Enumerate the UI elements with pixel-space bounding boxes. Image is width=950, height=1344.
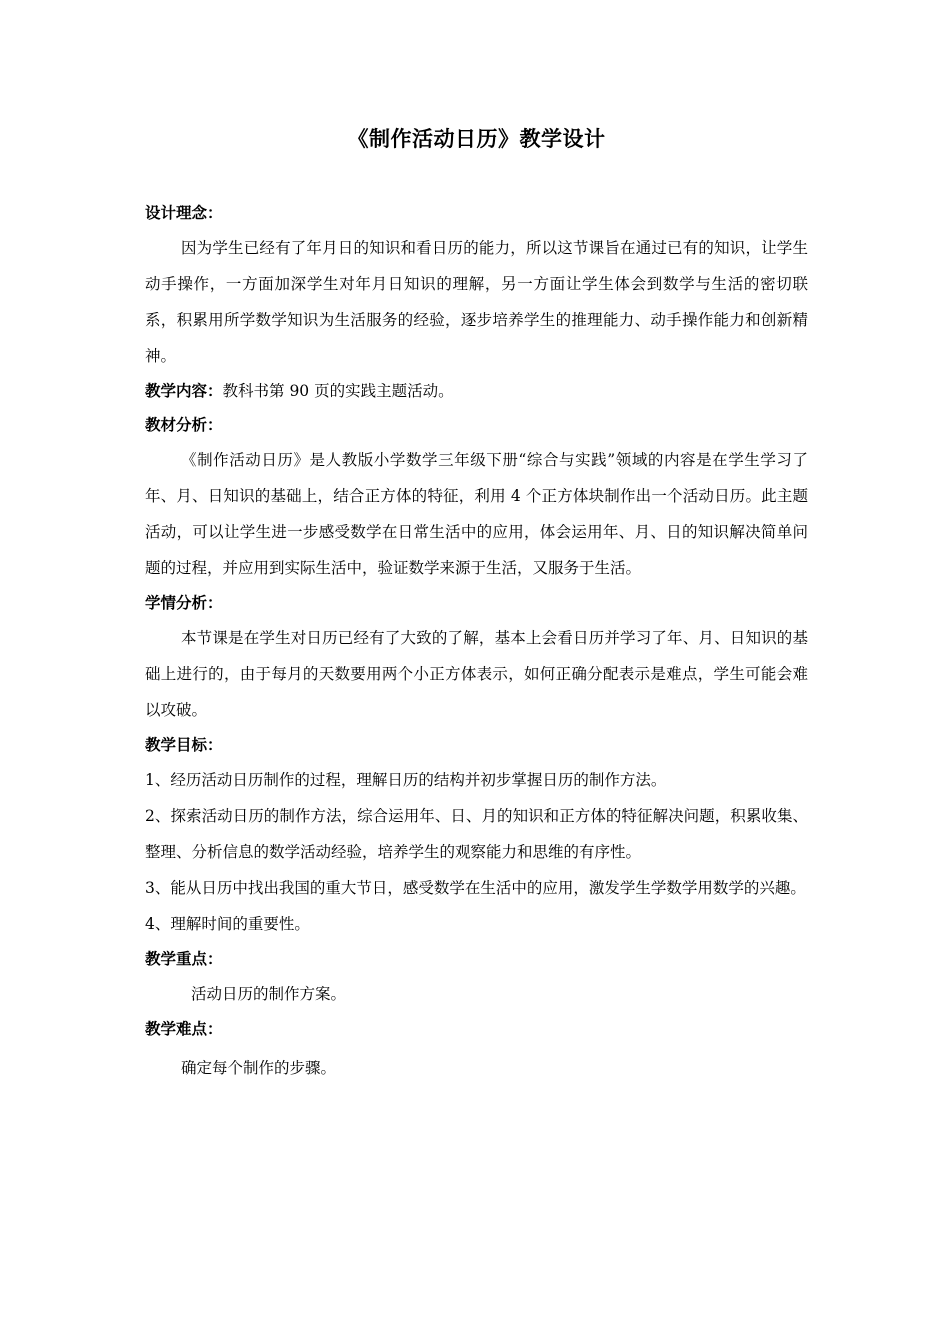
document-title: 《制作活动日历》教学设计 bbox=[347, 127, 606, 151]
student-analysis-heading: 学情分析： bbox=[145, 594, 223, 612]
objective-item-3: 3、能从日历中找出我国的重大节日，感受数学在生活中的应用，激发学生学数学用数学的兴趣。 bbox=[145, 879, 806, 897]
material-analysis-text: 《制作活动日历》是人教版小学数学三年级下册“综合与实践”领域的内容是在学生学习了年、月、日知识的基础上，结合正方体的特征，利用 4 个正方体块制作出一个活动日历。此主题活动，可以让学生进一步感受数学在日常生活中的应用，体会运用年、月、日的知识解决简单问题的过程，并应用到实际生活中，验证数学来源于生活，又服务于生活。 bbox=[145, 451, 808, 577]
key-points-text: 活动日历的制作方案。 bbox=[191, 985, 347, 1003]
content-line bbox=[145, 374, 808, 408]
student-analysis-text: 本节课是在学生对日历已经有了大致的了解，基本上会看日历并学习了年、月、日知识的基础上进行的，由于每月的天数要用两个小正方体表示，如何正确分配表示是难点，学生可能会难以攻破。 bbox=[145, 629, 808, 719]
content-heading: 教学内容： bbox=[145, 382, 223, 400]
objectives-heading: 教学目标： bbox=[145, 736, 223, 754]
difficulties-text: 确定每个制作的步骤。 bbox=[181, 1059, 337, 1077]
material-analysis-heading: 教材分析： bbox=[145, 416, 223, 434]
content-text: 教科书第 90 页的实践主题活动。 bbox=[222, 382, 454, 400]
objective-item-2: 2、探索活动日历的制作方法，综合运用年、日、月的知识和正方体的特征解决问题，积累收集、整理、分析信息的数学活动经验，培养学生的观察能力和思维的有序性。 bbox=[145, 807, 808, 861]
design-idea-heading: 设计理念： bbox=[145, 204, 223, 222]
objective-item-1: 1、经历活动日历制作的过程，理解日历的结构并初步掌握日历的制作方法。 bbox=[145, 771, 667, 789]
document-body bbox=[145, 196, 808, 1086]
objective-item-4: 4、理解时间的重要性。 bbox=[145, 915, 310, 933]
key-points-heading: 教学重点： bbox=[145, 950, 223, 968]
difficulties-heading: 教学难点： bbox=[145, 1020, 223, 1038]
design-idea-text: 因为学生已经有了年月日的知识和看日历的能力，所以这节课旨在通过已有的知识，让学生动手操作，一方面加深学生对年月日知识的理解，另一方面让学生体会到数学与生活的密切联系，积累用所学数学知识为生活服务的经验，逐步培养学生的推理能力、动手操作能力和创新精神。 bbox=[145, 239, 808, 365]
